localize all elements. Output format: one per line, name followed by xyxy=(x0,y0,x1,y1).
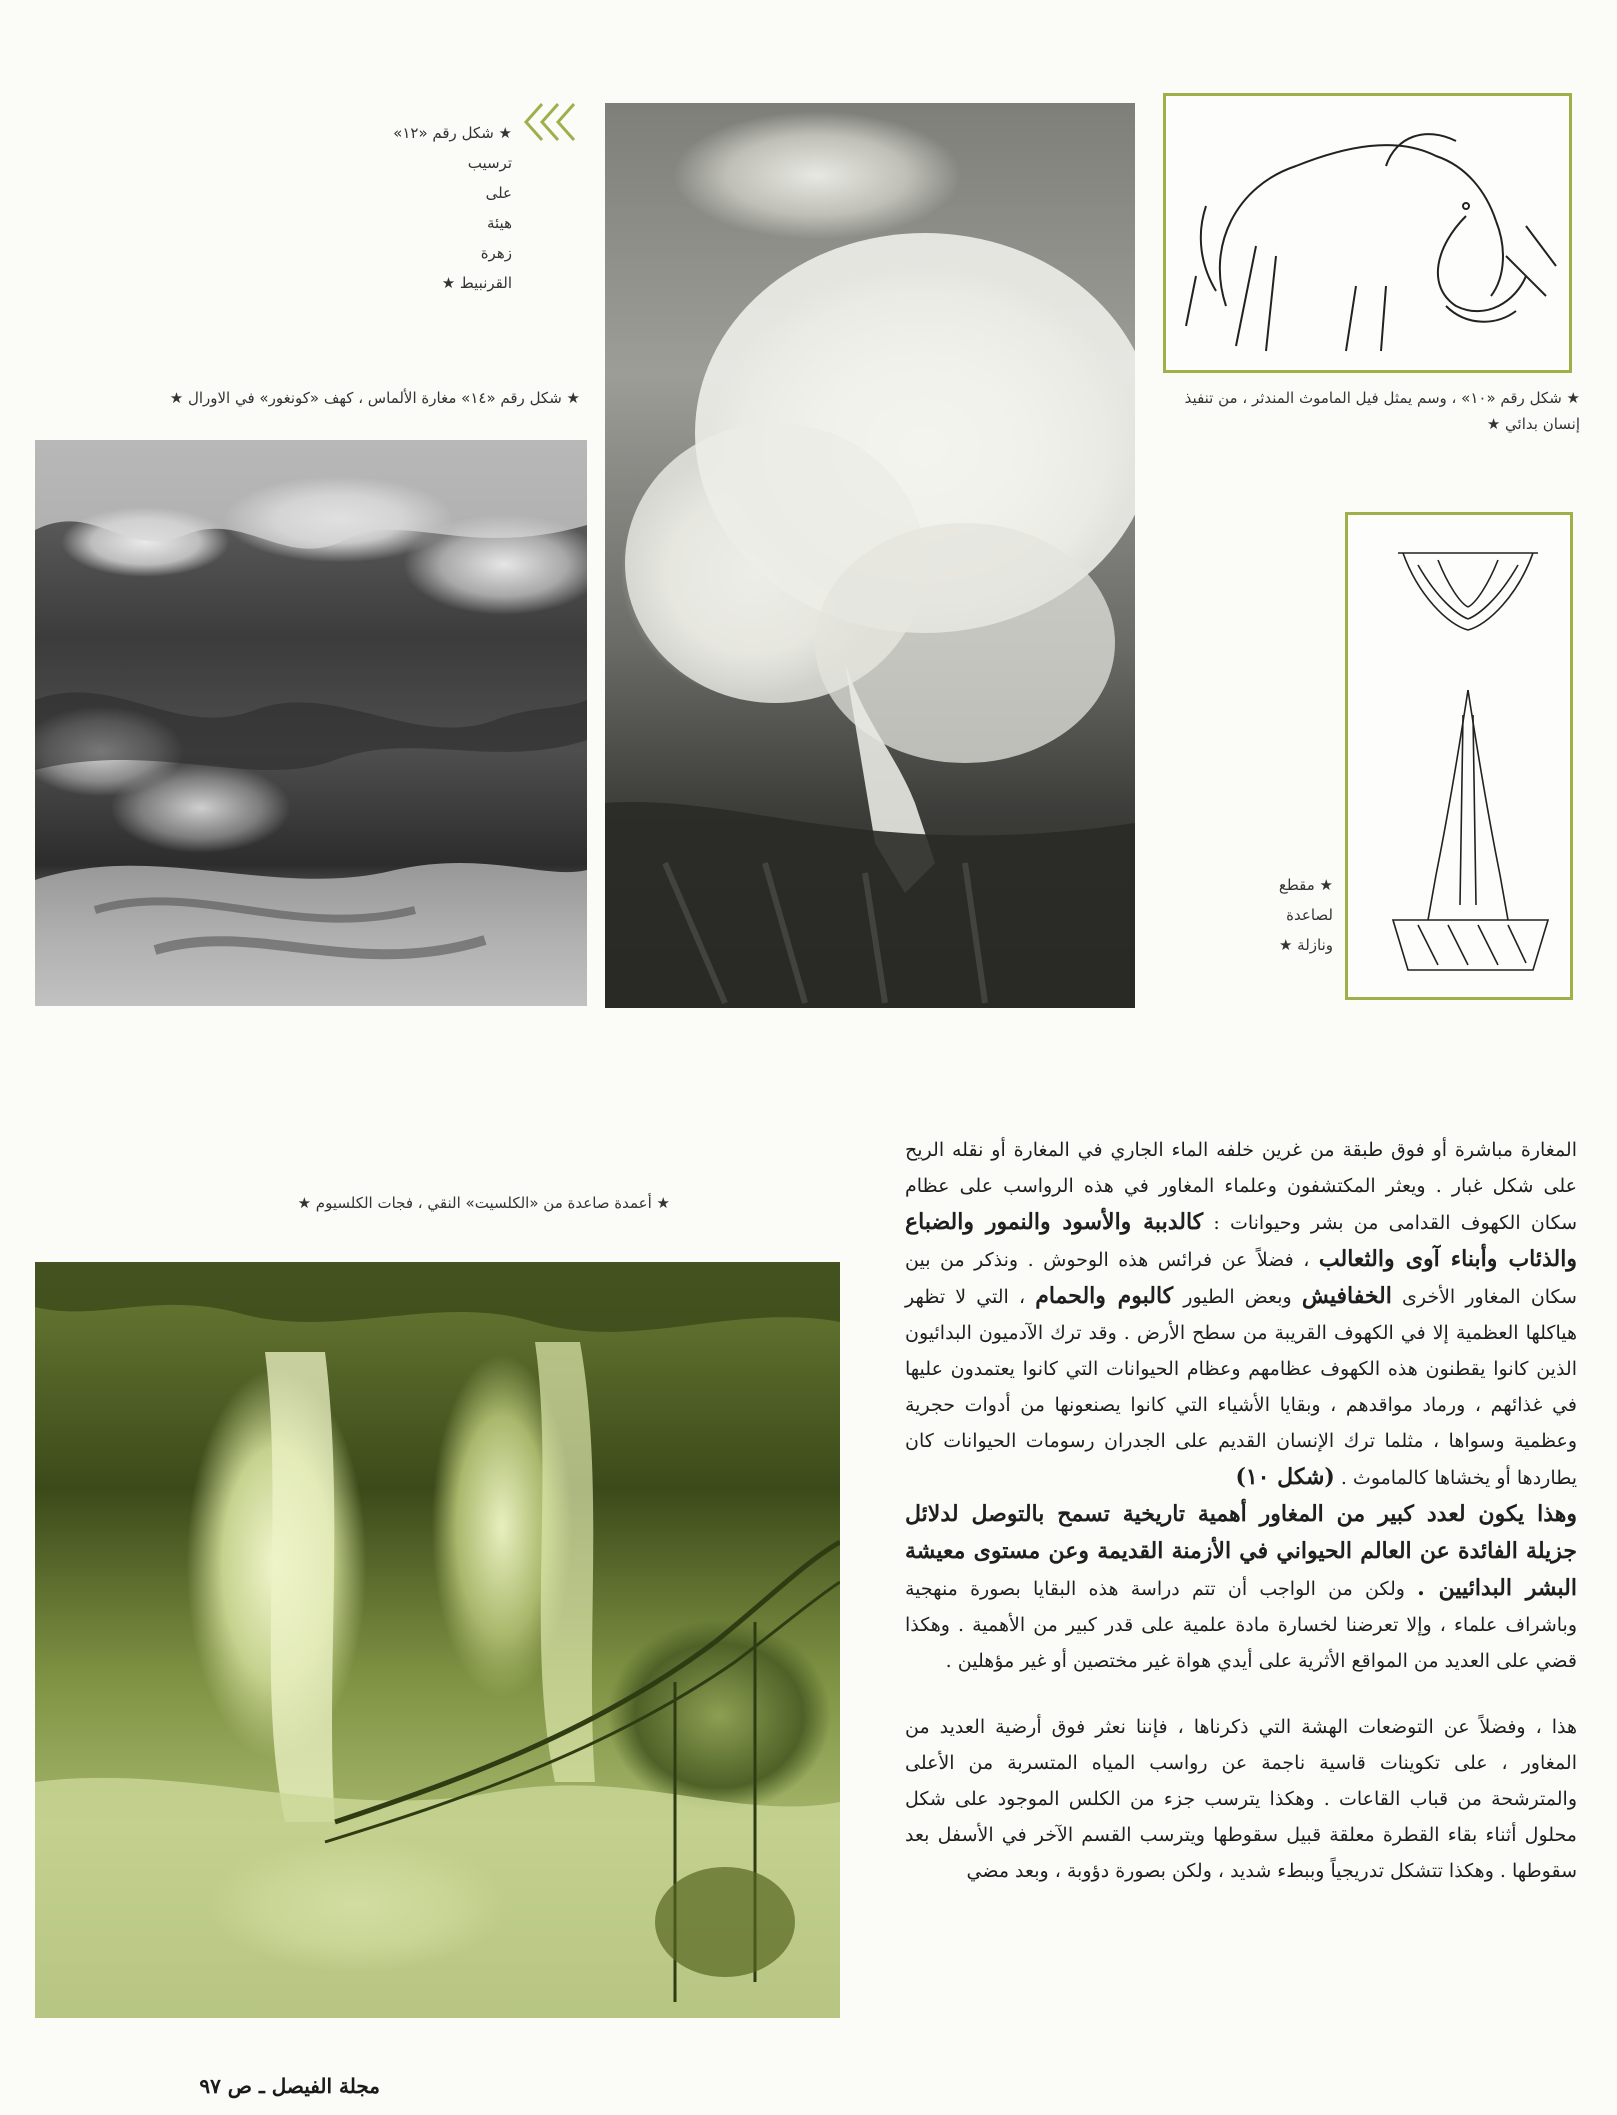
fig12-caption-line: على xyxy=(485,184,512,202)
article-bold-run: وهذا يكون لعدد كبير من المغاور أهمية تاريخية تسمح بالتوصل لدلائل جزيلة الفائدة عن العالم الحيواني في الأزمنة القديمة وعن مستوى معيشة البشر البدائيين . xyxy=(905,1501,1577,1601)
article-text-run: ، التي لا تظهر هياكلها العظمية إلا في الكهوف القريبة من سطح الأرض . وقد ترك الآدميون البدائيون الذين كانوا يقطنون هذه الكهوف عظامهم وعظام الحيوانات التي كانوا يعتمدون عليها في غذائهم ، ورماد مواقدهم ، وبقايا الأشياء التي كانوا يصنعونها من أدوات حجرية وعظمية وسواها ، مثلما ترك الإنسان القديم على الجدران رسومات الحيوانات كان يطاردها أو يخشاها كالماموث . xyxy=(905,1286,1577,1489)
article-text-run: المغارة مباشرة أو فوق طبقة من غرين خلفه الماء الجاري في المغارة أو نقله الريح على شكل غبار . ويعثر المكتشفون وعلماء المغاور في هذه الرواسب على عظام سكان الكهوف القدامى من بشر وحيوانات : xyxy=(905,1139,1577,1234)
page-footer: مجلة الفيصل ـ ص ٩٧ xyxy=(199,2074,380,2098)
article-text-run: وبعض الطيور xyxy=(1173,1286,1302,1308)
chevron-mark-icon xyxy=(520,100,580,144)
mammoth-sketch-icon xyxy=(1166,96,1569,370)
columns-caption: ★ أعمدة صاعدة من «الكلسيت» النقي ، فجات الكلسيوم ★ xyxy=(297,1194,670,1212)
article-bold-run: كالبوم والحمام xyxy=(1035,1283,1174,1309)
article-body xyxy=(905,1132,1577,1889)
fig12-caption-line: ترسيب xyxy=(467,154,512,172)
article-bold-run: كالدببة والأسود والنمور والضباع والذئاب وأبناء آوى والثعالب xyxy=(905,1209,1577,1272)
fig10-caption: ★ شكل رقم «١٠» ، وسم يمثل فيل الماموث المندثر ، من تنفيذ إنسان بدائي ★ xyxy=(1184,389,1580,433)
section-caption-line: ونازلة ★ xyxy=(1278,936,1333,954)
cauliflower-formation-photo xyxy=(605,103,1135,1008)
stalactite-stalagmite-icon xyxy=(1348,515,1570,997)
fig12-caption-line: زهرة xyxy=(480,244,512,262)
section-caption-line: لصاعدة xyxy=(1286,906,1333,924)
article-bold-run: الخفافيش xyxy=(1301,1283,1392,1309)
article-paragraph xyxy=(905,1496,1577,1679)
article-text-run: ، فضلاً عن فرائس هذه الوحوش . ونذكر من بين سكان المغاور الأخرى xyxy=(905,1249,1577,1308)
section-caption-line: ★ مقطع xyxy=(1278,876,1333,894)
article-paragraph xyxy=(905,1709,1577,1889)
mammoth-drawing-frame xyxy=(1163,93,1572,373)
fig12-caption-line: ★ شكل رقم «١٢» xyxy=(393,124,512,142)
article-text-run: ولكن من الواجب أن تتم دراسة هذه البقايا بصورة منهجية وباشراف علماء ، وإلا تعرضنا لخسارة مادة علمية على قدر كبير من الأهمية . وهكذا قضي على العديد من المواقع الأثرية على أيدي هواة غير مختصين أو غير مؤهلين . xyxy=(905,1578,1577,1672)
article-text-run: هذا ، وفضلاً عن التوضعات الهشة التي ذكرناها ، فإننا نعثر فوق أرضية العديد من المغاور ، على تكوينات قاسية ناجمة عن رواسب المياه المتسربة من الأعلى والمترشحة من قباب القاعات . وهكذا يترسب جزء من الكلس الموجود على شكل محلول أثناء بقاء القطرة معلقة قبيل سقوطها ويترسب القسم الآخر في الأسفل بعد سقوطها . وهكذا تتشكل تدريجياً وببطء شديد ، ولكن بصورة دؤوبة ، وبعد مضي xyxy=(905,1716,1577,1882)
fig14-caption: ★ شكل رقم «١٤» مغارة الألماس ، كهف «كونغور» في الاورال ★ xyxy=(169,389,580,407)
section-caption xyxy=(1205,870,1333,960)
calcite-columns-photo xyxy=(35,1262,840,2018)
fig12-caption-line: القرنبيط ★ xyxy=(441,274,512,292)
article-bold-run: (شكل ١٠) xyxy=(1235,1464,1335,1490)
crystal-cave-photo xyxy=(35,440,587,1006)
section-drawing-frame xyxy=(1345,512,1573,1000)
fig12-caption-line: هيئة xyxy=(486,214,512,232)
article-paragraph xyxy=(905,1132,1577,1496)
fig12-caption xyxy=(360,118,512,298)
